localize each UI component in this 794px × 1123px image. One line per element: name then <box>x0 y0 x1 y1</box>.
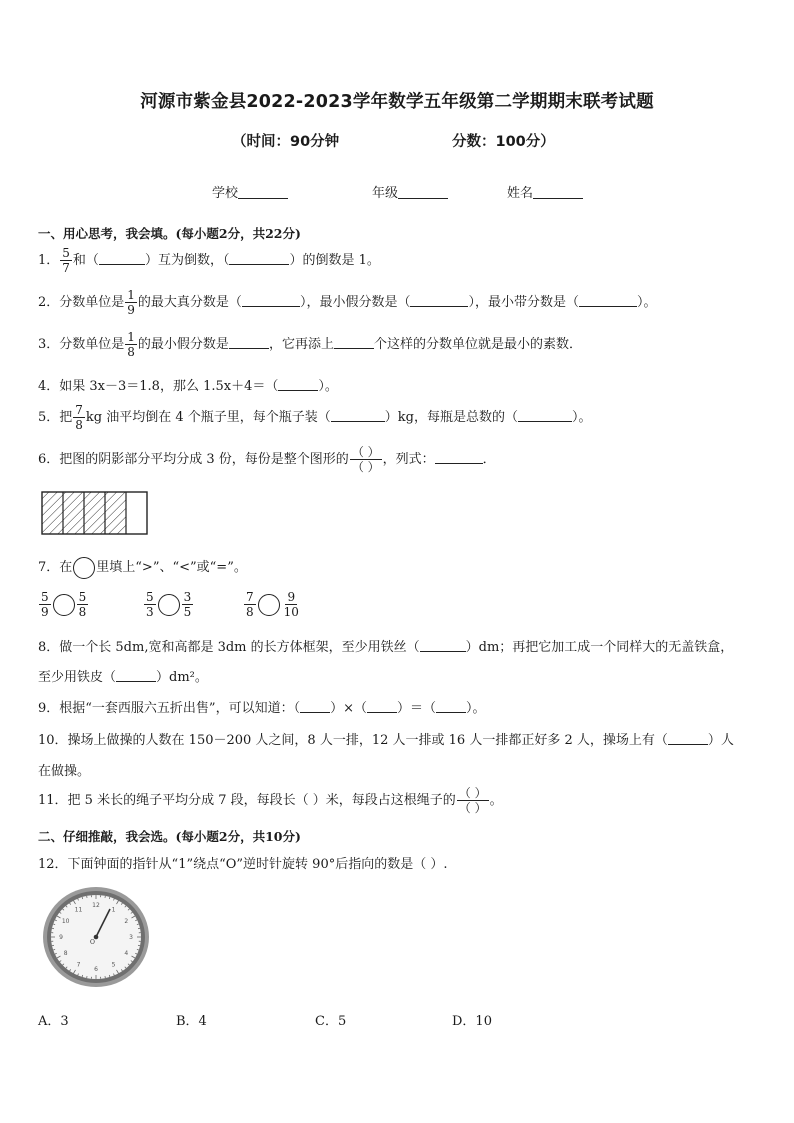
answer-blank[interactable] <box>229 252 289 265</box>
option-a[interactable]: A．3 <box>38 1014 69 1029</box>
clock-number: 1 <box>111 906 116 914</box>
fraction-blank[interactable]: $\frac{( )}{( )}$ <box>458 786 487 815</box>
answer-blank[interactable] <box>518 409 572 422</box>
clock-number: 8 <box>63 950 68 957</box>
clock-number: 3 <box>129 934 133 941</box>
option-d[interactable]: D．10 <box>452 1014 492 1029</box>
clock-number: 9 <box>59 934 63 941</box>
school-label: 学校 <box>212 186 239 201</box>
fraction: $\frac{1}{8}$ <box>127 330 135 359</box>
answer-blank[interactable] <box>334 336 374 349</box>
time-label: （时间：90分钟 <box>232 134 340 150</box>
name-field <box>507 182 583 201</box>
compare-pair-2: $\frac{5}{3}$ $\frac{3}{5}$ <box>146 590 192 619</box>
compare-pair-1: $\frac{5}{9}$ $\frac{5}{8}$ <box>41 590 87 619</box>
question-8-line-2: 至少用铁皮（ ）dm²。 <box>38 670 208 685</box>
clock-number: 4 <box>124 950 129 957</box>
fraction-blank[interactable]: $\frac{( )}{( )}$ <box>351 445 380 474</box>
answer-blank[interactable] <box>300 700 330 713</box>
answer-blank[interactable] <box>436 700 466 713</box>
question-2: 2．分数单位是 $\frac{1}{9}$ 的最大真分数是（ ），最小假分数是（ ），最小带分数是（ ）。 <box>38 288 657 317</box>
answer-blank[interactable] <box>278 378 318 391</box>
fraction: $\frac{1}{9}$ <box>127 288 135 317</box>
grade-field <box>372 182 448 201</box>
answer-blank[interactable] <box>410 294 468 307</box>
name-input[interactable] <box>533 186 583 199</box>
answer-blank[interactable] <box>579 294 637 307</box>
question-10-line-2: 在做操。 <box>38 764 91 779</box>
clock-number: 7 <box>76 961 81 969</box>
answer-blank[interactable] <box>229 336 269 349</box>
circle-icon <box>73 557 95 579</box>
section-1-heading: 一、用心思考，我会填。(每小题2分，共22分) <box>38 226 301 241</box>
compare-circle[interactable] <box>158 594 180 616</box>
answer-blank[interactable] <box>420 639 466 652</box>
clock-number: 2 <box>124 918 129 925</box>
fraction: $\frac{7}{8}$ <box>75 403 83 432</box>
option-c[interactable]: C．5 <box>315 1014 347 1029</box>
question-7: 7．在 里填上“>”、“<”或“=”。 <box>38 556 247 579</box>
question-5: 5．把 $\frac{7}{8}$ kg 油平均倒在 4 个瓶子里，每个瓶子装（ ）kg，每瓶是总数的（ ）。 <box>38 403 592 432</box>
answer-blank[interactable] <box>668 732 708 745</box>
clock-number: 12 <box>92 902 100 909</box>
grade-label: 年级 <box>372 186 399 201</box>
name-label: 姓名 <box>507 186 534 201</box>
clock-number: 6 <box>94 966 98 973</box>
answer-blank[interactable] <box>435 451 483 464</box>
question-3: 3．分数单位是 $\frac{1}{8}$ 的最小假分数是 ，它再添上 个这样的分数单位就是最小的素数． <box>38 330 582 359</box>
option-b[interactable]: B．4 <box>176 1014 207 1029</box>
exam-title: 河源市紫金县2022-2023学年数学五年级第二学期期末联考试题 <box>140 92 654 112</box>
clock-face-figure <box>40 884 152 990</box>
compare-circle[interactable] <box>53 594 75 616</box>
answer-blank[interactable] <box>331 409 385 422</box>
school-input[interactable] <box>238 186 288 199</box>
score-label: 分数：100分） <box>452 134 555 150</box>
question-10: 10．操场上做操的人数在 150－200 人之间，8 人一排，12 人一排或 16 人一排都正好多 2 人，操场上有（ ）人 <box>38 733 734 748</box>
grade-input[interactable] <box>398 186 448 199</box>
school-field <box>212 182 288 201</box>
shaded-rectangle-figure <box>41 491 149 536</box>
center-point-label: O <box>90 939 95 946</box>
answer-blank[interactable] <box>242 294 300 307</box>
section-2-heading: 二、仔细推敲，我会选。(每小题2分，共10分) <box>38 829 301 844</box>
question-11: 11．把 5 米长的绳子平均分成 7 段，每段长（ ）米，每段占这根绳子的 $\frac{( )}{( )}$ 。 <box>38 786 503 815</box>
compare-pair-3: $\frac{7}{8}$ $\frac{9}{10}$ <box>246 590 299 619</box>
question-6: 6．把图的阴影部分平均分成 3 份，每份是整个图形的 $\frac{( )}{( )}$ ，列式： ． <box>38 445 496 474</box>
question-1: 1． $\frac{5}{7}$ 和（ ）互为倒数，（ ）的倒数是 1。 <box>38 246 380 275</box>
fraction: $\frac{5}{7}$ <box>62 246 70 275</box>
answer-blank[interactable] <box>99 252 145 265</box>
question-4: 4．如果 3x－3＝1.8，那么 1.5x＋4＝（ ）。 <box>38 379 338 394</box>
clock-number: 5 <box>111 961 116 969</box>
question-8: 8．做一个长 5dm,宽和高都是 3dm 的长方体框架，至少用铁丝（ ）dm；再把它加工成一个同样大的无盖铁盒， <box>38 640 734 655</box>
clock-number: 11 <box>74 906 83 914</box>
question-12: 12．下面钟面的指针从“1”绕点“O”逆时针旋转 90°后指向的数是（ ）. <box>38 857 448 872</box>
question-9: 9．根据“一套西服六五折出售”，可以知道：（ ）×（ ）＝（ ）。 <box>38 701 486 716</box>
clock-number: 10 <box>61 918 70 925</box>
answer-blank[interactable] <box>116 669 156 682</box>
answer-blank[interactable] <box>367 700 397 713</box>
compare-circle[interactable] <box>258 594 280 616</box>
